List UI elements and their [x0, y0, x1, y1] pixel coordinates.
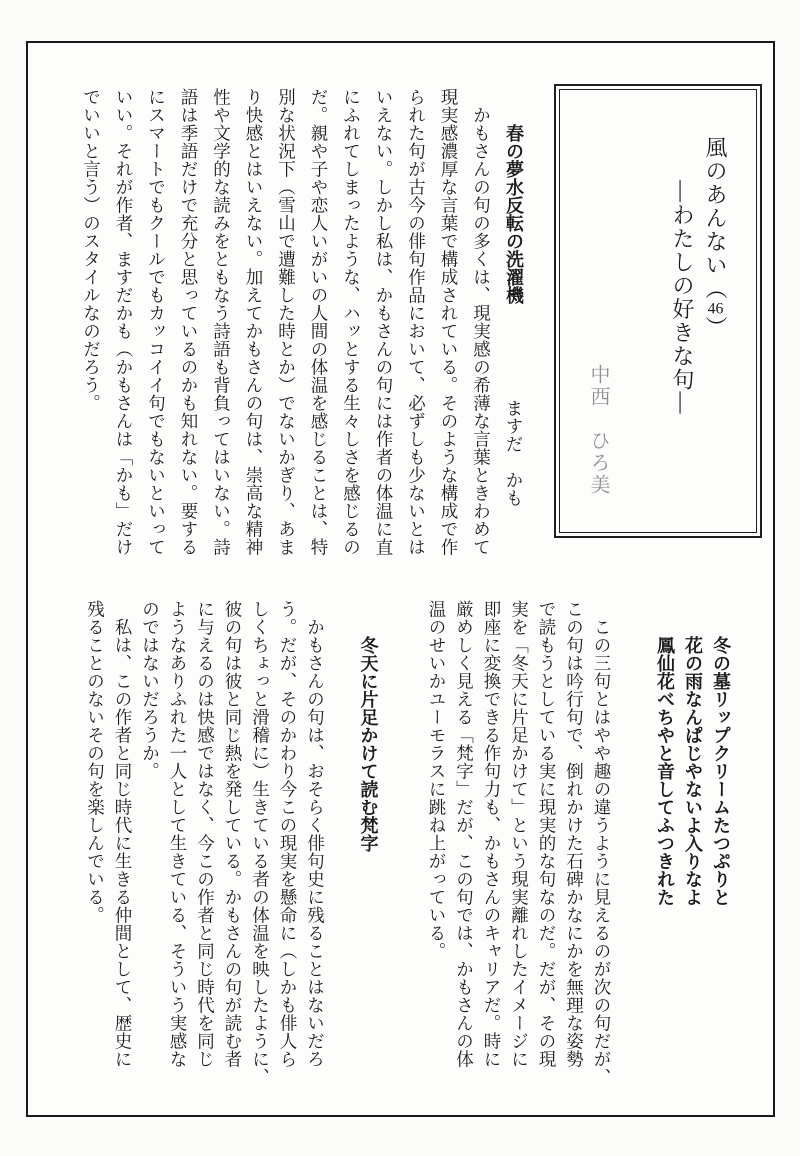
page-frame	[26, 41, 775, 1117]
haiku-heading-1	[505, 88, 524, 598]
body-text-column: 語は季語だけで充分と思っているのかも知れない。要する	[179, 88, 199, 556]
body-text-column: いい。それが作者、ますだかも（かもさんは「かも」だけ	[114, 88, 134, 556]
author-name: 中西 ひろ美	[587, 364, 609, 496]
body-text-column: 別な状況下（雪山で遭難した時とか）でないかぎり、あま	[276, 88, 297, 556]
body-text-column: かもさんの句は、おそらく俳句史に残ることはないだろ	[305, 618, 326, 1068]
title-text: 風のあんない（	[703, 136, 728, 301]
body-text-column: 性や文学的な読みをともなう詩語も背負ってはいない。詩	[211, 88, 232, 556]
body-text-column: かもさんの句の多くは、現実感の希薄な言葉ときわめて	[471, 106, 492, 556]
body-text-column: 彼の句は彼と同じ熱を発している。かもさんの句が読む者	[223, 600, 243, 1068]
essay-part-1	[53, 88, 523, 598]
body-text-column: この句は吟行句で、倒れかけた石碑かなにかを無理な姿勢	[564, 600, 585, 1068]
body-text-column: で読もうとしている実に現実的な句なのだ。だが、その現	[537, 600, 557, 1068]
body-text-column: う。だが、そのかわり今この現実を懸命に（しかも俳人ら	[278, 600, 298, 1068]
heading-gap	[514, 304, 515, 399]
haiku-author-attribution: ますだ かも	[504, 399, 524, 507]
quoted-haiku-line: 鳳仙花べちやと音してふつきれた	[655, 636, 675, 906]
quoted-haiku-line: 冬の墓リップクリームたつぷりと	[711, 636, 731, 906]
body-text-column: でいいと言う）のスタイルなのだろう。	[81, 88, 102, 412]
body-text-column: だ。親や子や恋人いがいの人間の体温を感じることは、特	[309, 88, 329, 556]
body-text-column: に与えるのは快感ではなく、今この作者と同じ時代を同じ	[195, 600, 216, 1068]
body-text-column: のではないだろうか。	[140, 600, 161, 780]
body-text-column: 現実感濃厚な言葉で構成されている。そのような構成で作	[439, 88, 459, 556]
body-columns-1	[82, 88, 490, 598]
body-text-column: 残ることのないその句を楽しんでいる。	[85, 600, 106, 924]
body-text-column: られた句が古今の俳句作品において、必ずしも少ないとは	[406, 88, 427, 556]
body-text-column: 厳めしく見える「梵字」だが、この句では、かもさんの体	[454, 600, 475, 1068]
body-text-column: この三句とはやや趣の違うように見えるのが次の句だが、	[592, 618, 612, 1086]
body-columns-3	[86, 600, 324, 1115]
body-text-column: いえない。しかし私は、かもさんの句には作者の体温に直	[374, 88, 394, 556]
body-text-column: しくちょっと滑稽に）生きている者の体温を映したように、	[250, 600, 271, 1086]
body-text-column: 実を「冬天に片足かけて」という現実離れしたイメージに	[509, 600, 530, 1068]
title-issue-number: 46	[707, 300, 724, 317]
body-text-column: にスマートでもクールでもカッコイイ句でもないといって	[146, 88, 167, 556]
body-text-column: 温のせいかユーモラスに跳ね上がっている。	[427, 600, 447, 960]
body-columns-2	[428, 600, 611, 1115]
haiku-text-1: 春の夢水反転の洗濯機	[504, 124, 524, 304]
body-text-column: 即座に変換できる作句力も、かもさんのキャリアだ。時に	[482, 600, 502, 1068]
column-subtitle: ―わたしの好きな句―	[670, 180, 695, 415]
body-text-column: にふれてしまったような、ハッとする生々しさを感じるの	[341, 88, 362, 556]
title-box-inner-border	[559, 89, 757, 533]
body-text-column: ようなありふれた一人として生きている、そういう実感な	[168, 600, 188, 1068]
quoted-haiku-line: 花の雨なんぱじやないよ入りなよ	[683, 636, 703, 906]
body-text-column: 私は、この作者と同じ時代に生きる仲間として、歴史に	[113, 618, 133, 1068]
haiku-heading-2: 冬天に片足かけて読む梵字	[358, 636, 379, 852]
title-text-close: ）	[703, 316, 728, 340]
essay-part-2	[50, 600, 730, 1115]
body-text-column: り快感とはいえない。加えてかもさんの句は、崇高な精神	[244, 88, 264, 556]
title-box	[554, 84, 762, 538]
column-series-title	[704, 136, 726, 340]
quoted-haiku-group	[656, 600, 730, 1115]
